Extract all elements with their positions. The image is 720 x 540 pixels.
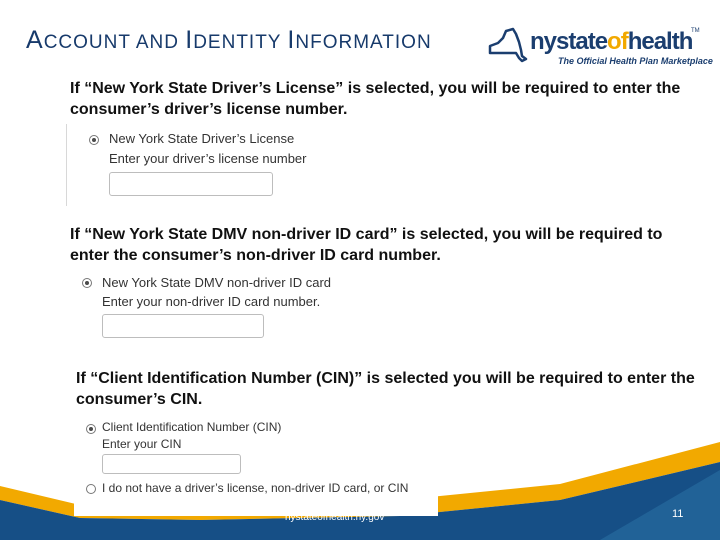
prompt-drivers-license: Enter your driver’s license number xyxy=(109,151,307,166)
logo-wordmark: nystateofhealth xyxy=(530,28,693,55)
footer-url: nystateofhealth.ny.gov xyxy=(285,512,385,523)
radio-non-driver-id[interactable] xyxy=(82,278,92,288)
option-label-no-id[interactable]: I do not have a driver’s license, non-driver ID card, or CIN xyxy=(102,481,409,495)
slide-title: ACCOUNT AND IDENTITY INFORMATION xyxy=(26,26,432,54)
page-number: 11 xyxy=(672,508,684,520)
logo-tagline: The Official Health Plan Marketplace xyxy=(558,56,713,66)
radio-cin[interactable] xyxy=(86,424,96,434)
instruction-non-driver-id: If “New York State DMV non-driver ID card” is selected, you will be required to enter the consumer’s non-driver ID card number. xyxy=(70,226,663,264)
drivers-license-input[interactable] xyxy=(109,172,273,196)
form-panel-drivers-license xyxy=(66,124,329,206)
option-label-cin[interactable]: Client Identification Number (CIN) xyxy=(102,420,282,434)
form-panel-cin xyxy=(74,414,438,516)
logo-trademark: TM xyxy=(691,28,700,34)
option-label-non-driver-id[interactable]: New York State DMV non-driver ID card xyxy=(102,275,332,290)
prompt-cin: Enter your CIN xyxy=(102,437,182,451)
non-driver-id-input[interactable] xyxy=(102,314,264,338)
radio-no-id[interactable] xyxy=(86,484,96,494)
prompt-non-driver-id: Enter your non-driver ID card number. xyxy=(102,294,321,309)
radio-drivers-license[interactable] xyxy=(89,135,99,145)
instruction-drivers-license: If “New York State Driver’s License” is selected, you will be required to enter the consumer’s driver’s license number. xyxy=(70,80,681,118)
instruction-cin: If “Client Identification Number (CIN)” is selected you will be required to enter the consumer’s CIN. xyxy=(76,370,695,408)
new-york-state-map-icon xyxy=(486,26,530,66)
option-label-drivers-license[interactable]: New York State Driver’s License xyxy=(109,131,295,146)
form-panel-non-driver-id xyxy=(72,270,352,342)
nystateofhealth-logo xyxy=(486,24,713,72)
cin-input[interactable] xyxy=(102,454,241,474)
